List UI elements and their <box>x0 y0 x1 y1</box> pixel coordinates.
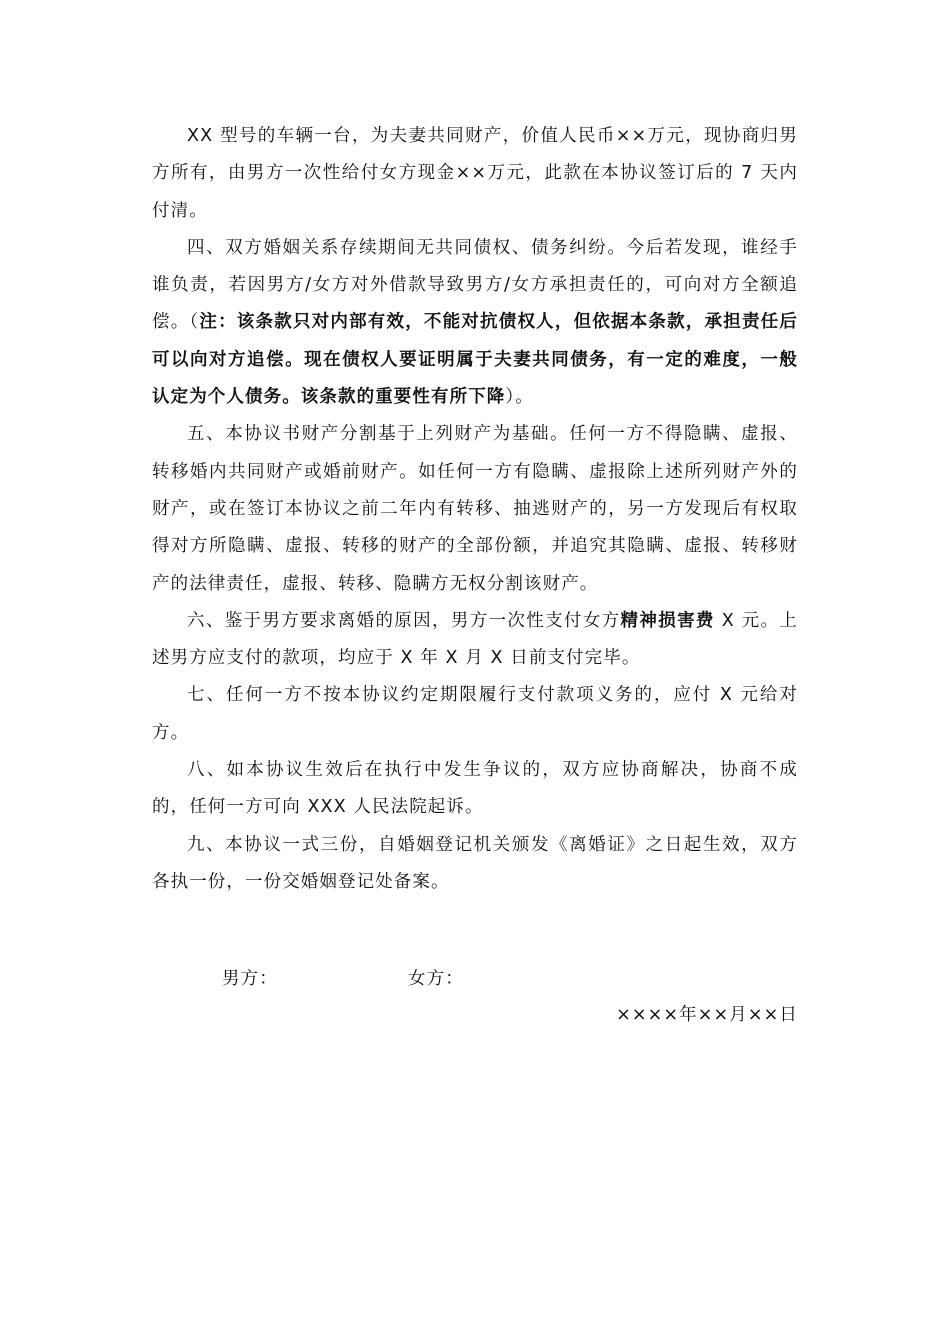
text-run: 四、双方婚姻关系存续期间无共同债权、债务纠纷。今后若发现，谁经手谁负责，若因男方/女方对外借款导致男方/女方承担责任的，可向对方全额追偿。（ <box>152 237 798 333</box>
text-run: X 元。上述男方应支付的款项，均应于 X 年 X 月 X 日前支付完毕。 <box>152 610 798 669</box>
paragraph-clause-9 <box>152 827 798 902</box>
male-signature-label: 男方： <box>222 969 278 989</box>
text-run: 七、任何一方不按本协议约定期限履行支付款项义务的，应付 X 元给对方。 <box>152 685 798 743</box>
text-run: 六、鉴于男方要求离婚的原因，男方一次性支付女方 <box>187 610 621 631</box>
text-run: ）。 <box>505 387 534 408</box>
document-body <box>152 118 798 901</box>
bold-text: 注：该条款只对内部有效，不能对抗债权人，但依据本条款，承担责任后可以向对方追偿。现在债权人要证明属于夫妻共同债务，有一定的难度，一般认定为个人债务。该条款的重要性有所下降 <box>152 312 798 408</box>
bold-text: 精神损害费 <box>620 610 715 631</box>
paragraph-clause-4 <box>152 230 798 416</box>
paragraph-clause-8 <box>152 752 798 827</box>
paragraph-clause-5 <box>152 416 798 602</box>
female-signature-label: 女方： <box>408 969 464 989</box>
text-run: 九、本协议一式三份，自婚姻登记机关颁发《离婚证》之日起生效，双方各执一份，一份交婚姻登记处备案。 <box>152 834 798 892</box>
paragraph-clause-7 <box>152 677 798 752</box>
paragraph-clause-6 <box>152 603 798 678</box>
signing-date: ××××年××月××日 <box>616 1005 798 1025</box>
text-run: 八、如本协议生效后在执行中发生争议的，双方应协商解决，协商不成的，任何一方可向 XXX 人民法院起诉。 <box>152 760 798 818</box>
paragraph-vehicle <box>152 118 798 230</box>
text-run: XX 型号的车辆一台，为夫妻共同财产，价值人民币××万元，现协商归男方所有，由男方一次性给付女方现金××万元，此款在本协议签订后的 7 天内付清。 <box>152 126 798 221</box>
text-run: 五、本协议书财产分割基于上列财产为基础。任何一方不得隐瞒、虚报、转移婚内共同财产或婚前财产。如任何一方有隐瞒、虚报除上述所列财产外的财产，或在签订本协议之前二年内有转移、抽逃财产的，另一方发现后有权取得对方所隐瞒、虚报、转移的财产的全部份额，并追究其隐瞒、虚报、转移财产的法律责任，虚报、转移、隐瞒方无权分割该财产。 <box>152 424 798 594</box>
